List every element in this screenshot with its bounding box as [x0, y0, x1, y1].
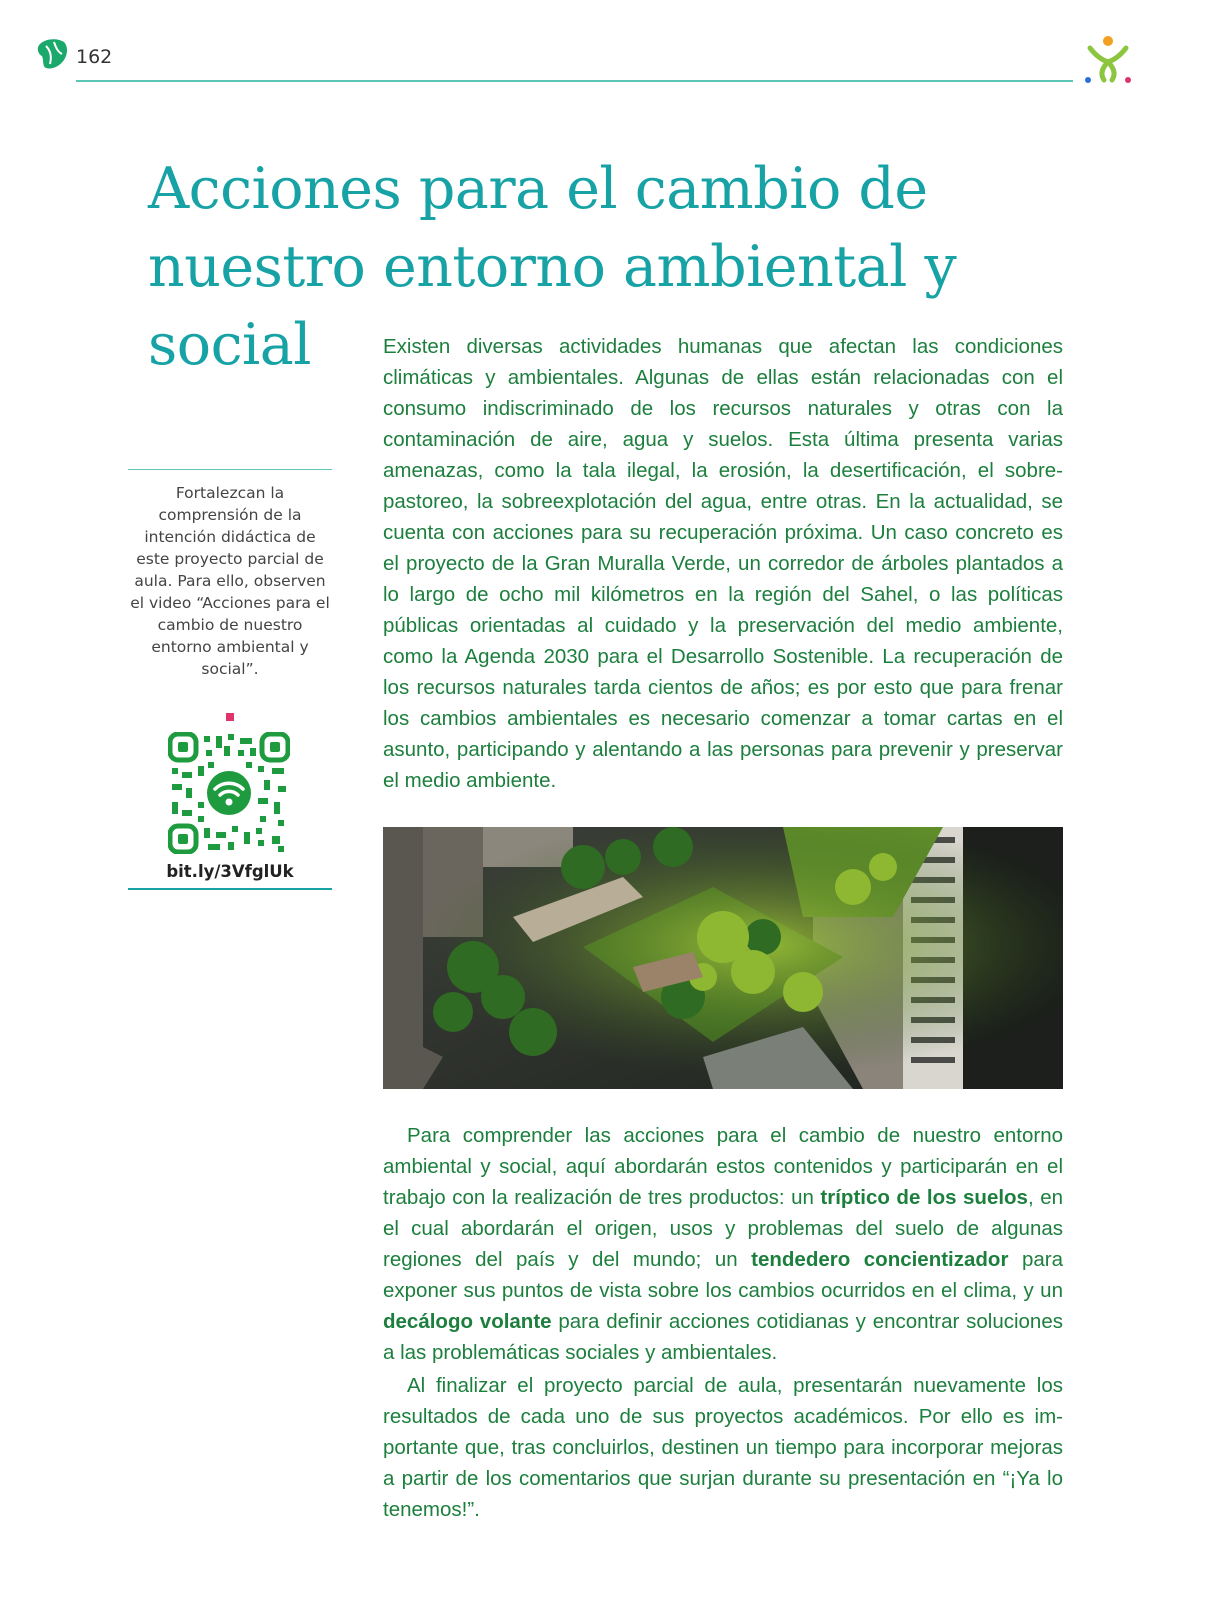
products-paragraph [383, 1120, 1063, 1368]
products-text-3: para exponer sus puntos de vista sobre los cambios ocurridos en el clima, y un [383, 1248, 1063, 1302]
green-rooftop-garden-photo [383, 827, 1063, 1089]
product-tendedero: tendedero concientizador [751, 1248, 1009, 1271]
qr-code[interactable] [168, 732, 290, 854]
title-line-1: Acciones para el cambio de [148, 156, 928, 222]
products-text-1: Para comprender las acciones para el cambio de nuestro entorno ambiental y social, aquí abordarán estos contenidos y participarán en el trabajo con la realización de tres productos: un [383, 1124, 1063, 1209]
product-triptico: tríptico de los suelos [820, 1186, 1028, 1209]
sidebar-note: Fortalezcan la comprensión de la intención didáctica de este proyecto parcial de aula. Para ello, observen el video “Acciones para el cambio de nuestro entorno ambiental y social”. [130, 484, 330, 678]
colorful-figure-logo [1080, 34, 1136, 86]
green-leaf-icon [36, 36, 70, 72]
product-decalogo: decálogo volante [383, 1310, 552, 1333]
sidebar-top-rule [128, 469, 332, 470]
sidebar-bottom-rule [128, 888, 332, 890]
products-text-2: , en el cual abordarán el origen, usos y problemas del suelo de algunas regiones del país y del mundo; un [383, 1186, 1063, 1271]
pink-marker [226, 713, 234, 721]
video-short-link[interactable]: bit.ly/3VfglUk [166, 862, 294, 881]
closing-paragraph: Al finalizar el proyecto parcial de aula, presentarán nuevamente los resultados de cada uno de sus proyectos académicos. Por ello es importante que, tras concluirlos, destinen un tiempo para incorporar mejoras a partir de los comentarios que surjan durante su presentación en “¡Ya lo tenemos!”. [383, 1374, 1063, 1521]
intro-paragraph: Existen diversas actividades humanas que afectan las condiciones climáticas y ambientales. Algunas de ellas están relacionadas con el consumo indiscriminado de los recursos naturales y otras con la contaminación de aire, agua y suelos. Esta última presenta varias amenazas, como la tala ilegal, la erosión, la desertificación, el sobrepastoreo, la sobreexplotación del agua, entre otras. En la actualidad, se cuenta con acciones para su recuperación próxima. Un caso concreto es el proyecto de la Gran Muralla Verde, un corredor de árboles plantados a lo largo de ocho mil kilómetros en la región del Sahel, o las políticas públicas orientadas al cuidado y la preservación del medio ambiente, como la Agenda 2030 para el Desarrollo Sostenible. La recuperación de los recursos naturales tarda cientos de años; es por esto que para frenar los cambios ambientales es necesario comenzar a tomar cartas en el asunto, participando y alentando a las personas para prevenir y preservar el medio ambiente. [383, 335, 1063, 792]
header-rule [76, 80, 1073, 82]
products-text-4: para definir acciones cotidianas y encontrar soluciones a las problemáticas sociales y ambientales. [383, 1310, 1063, 1364]
page-number: 162 [76, 46, 113, 68]
title-line-2: nuestro entorno ambiental y social [148, 234, 957, 378]
